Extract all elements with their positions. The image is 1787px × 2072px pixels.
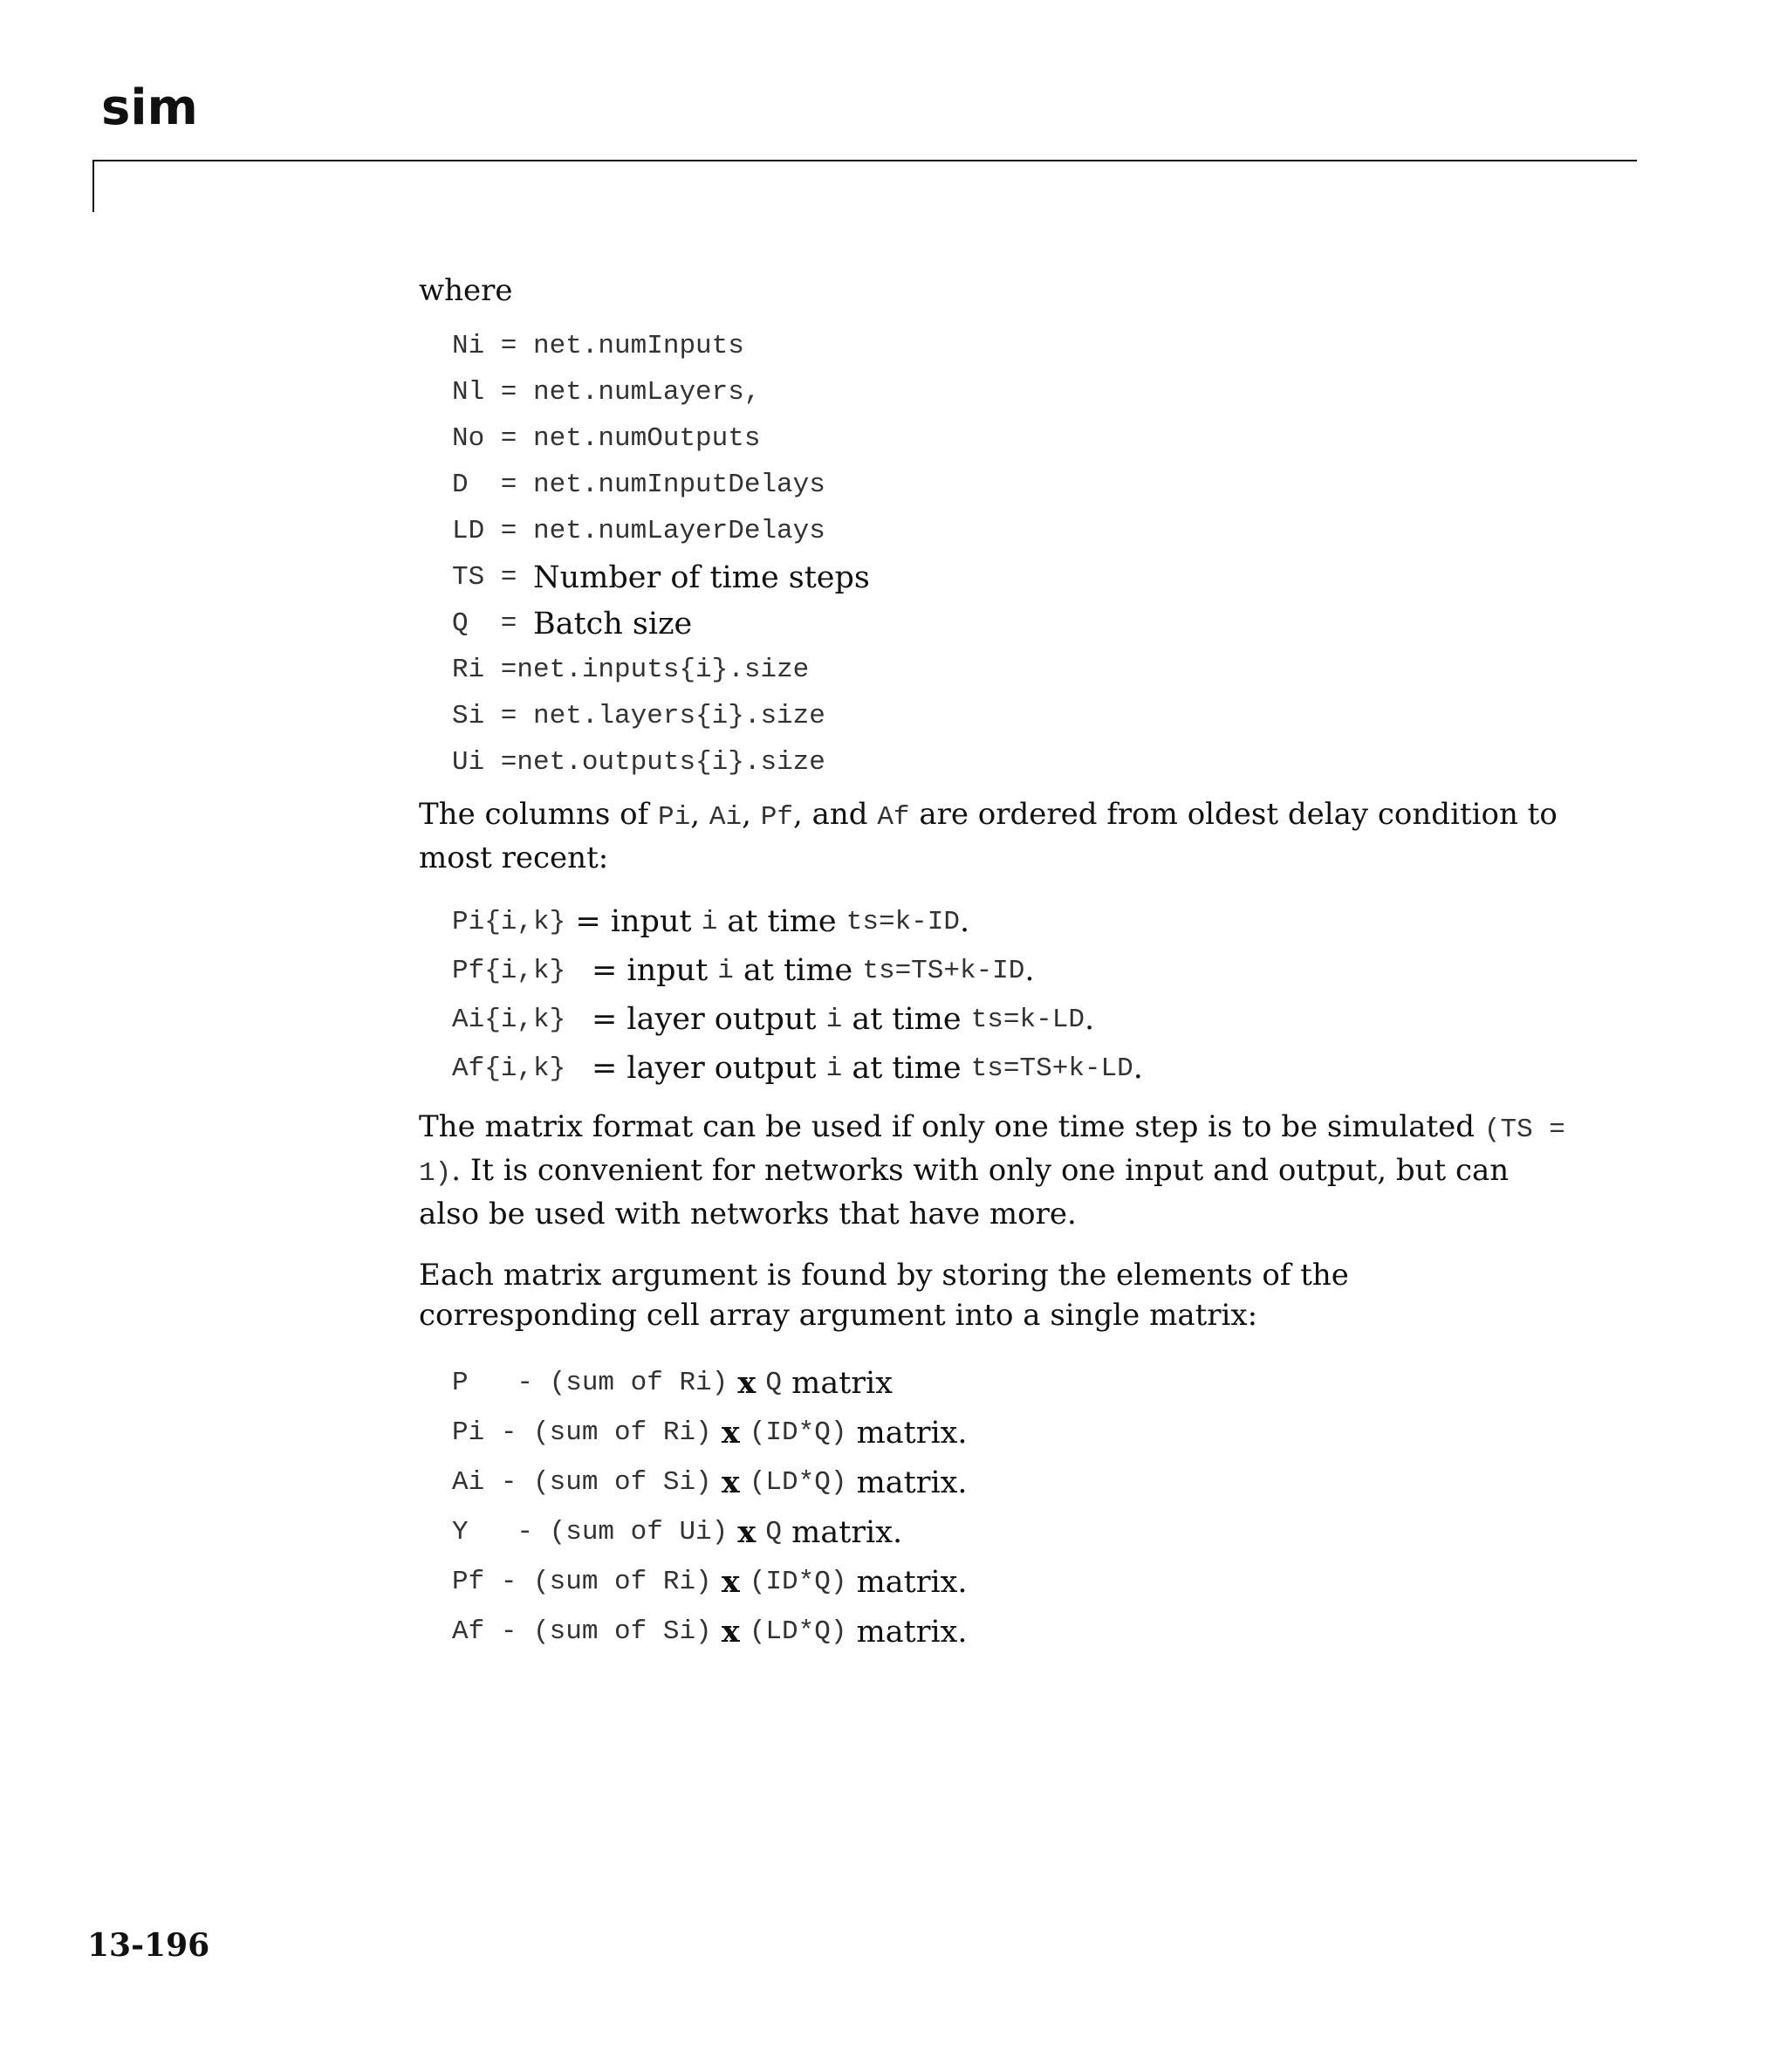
matrix-dim: Q [765,1368,783,1398]
definition-row [452,323,1571,369]
delay-lhs: Af{i,k} [452,1053,582,1084]
inline-code: Ai [709,802,743,833]
matrix-dash: - [484,1567,534,1597]
delay-equals: = [581,1002,627,1037]
delay-desc: input [610,904,702,939]
main-content [419,271,1571,1657]
matrix-times: x [721,1465,740,1500]
definition-row [452,369,1571,415]
matrix-times: x [721,1564,740,1600]
matrix-dash: - [500,1517,550,1547]
definition-code: D = [452,470,534,500]
delay-lhs: Ai{i,k} [452,1004,582,1035]
definition-code: Nl = [452,377,534,408]
delay-row [452,946,1571,995]
matrix-dash: - [484,1616,534,1647]
matrix-times: x [737,1514,757,1550]
paragraph-text: The columns of [419,797,659,832]
matrix-row [452,1507,1571,1557]
inline-code: (TS = 1) [419,1115,1565,1189]
matrix-name: Pi [452,1417,485,1448]
definition-value: Number of time steps [533,559,870,595]
where-label: where [419,273,513,308]
matrix-dim: (LD*Q) [749,1467,847,1498]
delay-index: i [825,1053,843,1084]
delay-desc: input [626,953,718,988]
paragraph-text: . It is convenient for networks with only one input and output, but can also be used with networks that have more. [419,1153,1510,1232]
delay-lhs: Pf{i,k} [452,955,582,986]
delay-at: at time [717,904,846,939]
definition-code: Ri = [452,655,517,685]
definition-row [452,554,1571,600]
matrix-dim: (ID*Q) [749,1567,847,1597]
matrix-dash: - [500,1368,550,1398]
delay-index: i [701,906,718,937]
delay-time: ts=TS+k-LD [970,1053,1133,1084]
matrix-dash: - [484,1417,534,1448]
page-number: 13-196 [87,1927,210,1964]
paragraph-text: , and [792,797,878,832]
matrix-word: matrix. [856,1564,968,1600]
inline-code: Pf [760,802,793,833]
matrix-name: Ai [452,1467,485,1498]
definition-row [452,693,1571,739]
matrix-sum: (sum of Ri) [549,1368,729,1398]
matrix-word: matrix. [856,1465,968,1500]
each-matrix-paragraph: Each matrix argument is found by storing the elements of the corresponding cell array argument into a single matrix: [419,1258,1349,1333]
matrix-row [452,1408,1571,1458]
delay-row [452,995,1571,1044]
matrix-row [452,1358,1571,1408]
definition-value: net.outputs{i}.size [517,747,825,778]
matrix-times: x [737,1365,757,1401]
definition-code: Ui = [452,747,517,778]
definition-code: Si = [452,701,534,731]
definition-value: net.numLayerDelays [533,516,825,546]
delay-desc: layer output [626,1002,826,1037]
definition-value: net.numOutputs [533,423,761,454]
matrix-row [452,1557,1571,1607]
definition-row [452,415,1571,462]
delay-time: ts=TS+k-ID [862,955,1025,986]
matrix-name: Pf [452,1567,485,1597]
page-title: sim [101,79,198,136]
delay-end: . [960,904,970,939]
delay-end: . [1133,1051,1143,1086]
matrix-sum: (sum of Ri) [533,1417,712,1448]
matrix-format-paragraph [419,1107,1571,1234]
delay-index: i [825,1004,843,1035]
matrix-definitions [452,1358,1571,1657]
delay-index: i [717,955,734,986]
delay-row [452,897,1571,946]
matrix-row [452,1458,1571,1507]
definitions-list [452,323,1571,786]
paragraph-text: are ordered from oldest delay condition to most recent: [419,797,1558,875]
columns-paragraph [419,794,1571,878]
delay-at: at time [842,1002,971,1037]
definition-row [452,647,1571,693]
matrix-sum: (sum of Si) [533,1467,712,1498]
matrix-name: Y [452,1517,501,1547]
definition-value: net.layers{i}.size [533,701,825,731]
header-rule-vertical [92,160,94,212]
definition-value: net.numLayers, [533,377,761,408]
definition-row [452,462,1571,508]
delay-definitions [452,897,1571,1093]
delay-lhs: Pi{i,k} [452,906,566,937]
matrix-row [452,1607,1571,1657]
matrix-word: matrix [791,1365,893,1401]
definition-code: TS = [452,562,534,593]
matrix-dim: Q [765,1517,783,1547]
matrix-name: P [452,1368,501,1398]
header-rule-horizontal [92,160,1637,161]
matrix-times: x [721,1415,740,1451]
definition-value: Batch size [533,606,693,641]
matrix-word: matrix. [856,1415,968,1451]
definition-code: Ni = [452,331,534,361]
matrix-dim: (ID*Q) [749,1417,847,1448]
paragraph-text: , [742,797,761,832]
definition-value: net.numInputs [533,331,744,361]
matrix-times: x [721,1614,740,1650]
delay-equals: = [581,953,627,988]
matrix-word: matrix. [791,1514,903,1550]
delay-equals: = [565,904,611,939]
definition-row [452,600,1571,647]
definition-code: No = [452,423,534,454]
definition-value: net.inputs{i}.size [517,655,810,685]
delay-row [452,1044,1571,1093]
delay-at: at time [733,953,863,988]
paragraph-text: The matrix format can be used if only one time step is to be simulated [419,1109,1484,1144]
delay-end: . [1024,953,1035,988]
definition-code: LD = [452,516,534,546]
delay-equals: = [581,1051,627,1086]
matrix-sum: (sum of Si) [533,1616,712,1647]
matrix-sum: (sum of Ui) [549,1517,729,1547]
matrix-dash: - [484,1467,534,1498]
delay-time: ts=k-LD [970,1004,1085,1035]
inline-code: Pi [658,802,691,833]
definition-code: Q = [452,608,534,639]
matrix-word: matrix. [856,1614,968,1650]
matrix-name: Af [452,1616,485,1647]
definition-value: net.numInputDelays [533,470,825,500]
paragraph-text: , [690,797,709,832]
delay-end: . [1084,1002,1095,1037]
delay-at: at time [842,1051,971,1086]
delay-desc: layer output [626,1051,826,1086]
inline-code: Af [877,802,910,833]
matrix-dim: (LD*Q) [749,1616,847,1647]
definition-row [452,508,1571,554]
definition-row [452,739,1571,786]
matrix-sum: (sum of Ri) [533,1567,712,1597]
delay-time: ts=k-ID [846,906,960,937]
